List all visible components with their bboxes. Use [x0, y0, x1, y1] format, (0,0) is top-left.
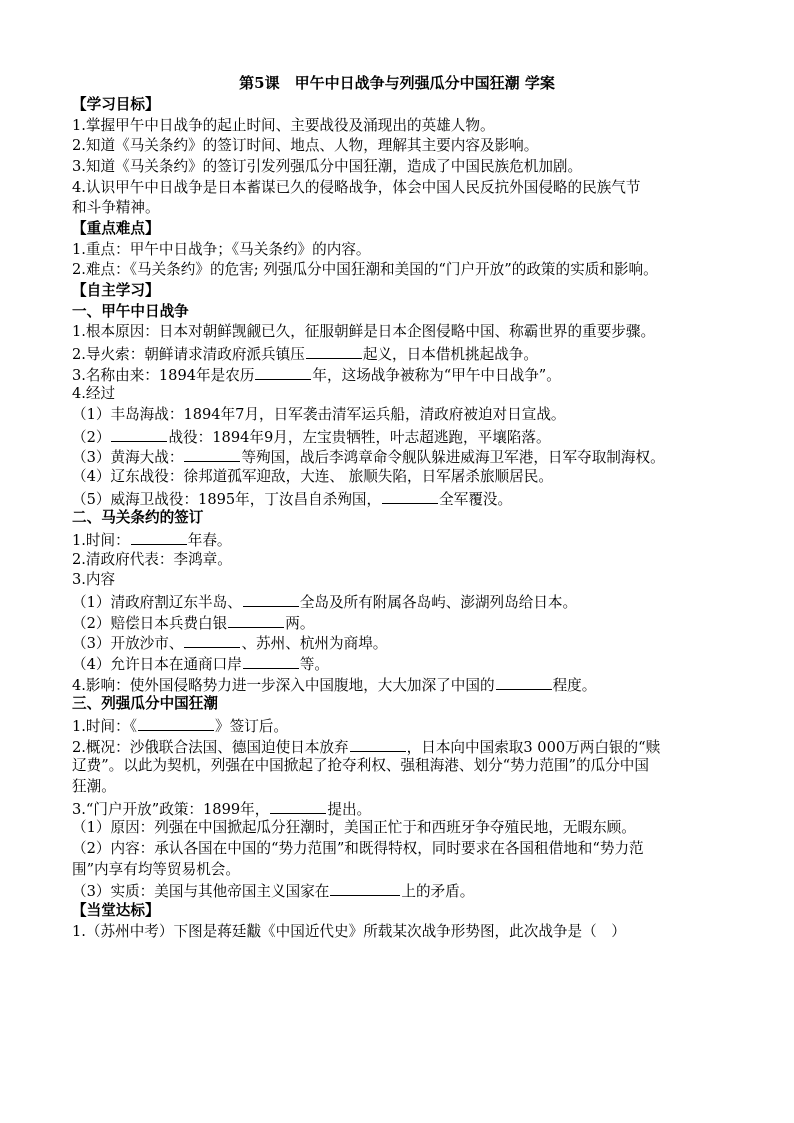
section2-heading: 二、马关条约的签订	[72, 509, 204, 526]
fill-line: 2.概况：沙俄联合法国、德国迫使日本放弃 ，日本向中国索取3 000万两白银的“赎	[72, 736, 660, 756]
text-line: （2）内容：承认各国在中国的“势力范围”和既得特权，同时要求在各国租借地和“势力范	[72, 840, 644, 857]
fill-line: （3）开放沙市、 、苏州、杭州为商埠。	[72, 632, 387, 652]
fill-line: 3.名称由来：1894年是农历 年，这场战争被称为“甲午中日战争”。	[72, 364, 561, 384]
fill-line: （3）黄海大战： 等殉国，战后李鸿章命令舰队躲进威海卫军港，日军夺取制海权。	[72, 446, 665, 466]
answer-blank[interactable]	[243, 591, 299, 607]
fill-line: （2）赔偿日本兵费白银 两。	[72, 612, 314, 632]
objective-item: 2.知道《马关条约》的签订时间、地点、人物，理解其主要内容及影响。	[72, 137, 539, 154]
objective-item: 和斗争精神。	[72, 199, 160, 216]
objective-item: 1.掌握甲午中日战争的起止时间、主要战役及涌现出的英雄人物。	[72, 117, 495, 134]
answer-blank[interactable]	[382, 488, 438, 504]
question-1: 1.（苏州中考）下图是蒋廷黻《中国近代史》所载某次战争形势图，此次战争是（ ）	[72, 923, 626, 940]
answer-blank[interactable]	[330, 880, 400, 896]
text-line: 3.内容	[72, 571, 116, 588]
practice-heading: 【当堂达标】	[72, 902, 160, 919]
answer-blank[interactable]	[255, 364, 311, 380]
section3-heading: 三、列强瓜分中国狂潮	[72, 695, 218, 712]
fill-line: 3.“门户开放”政策：1899年， 提出。	[72, 798, 371, 818]
page-title: 第5课 甲午中日战争与列强瓜分中国狂潮 学案	[239, 74, 555, 92]
answer-blank[interactable]	[111, 426, 167, 442]
answer-blank[interactable]	[184, 632, 240, 648]
answer-blank[interactable]	[184, 446, 240, 462]
objective-item: 3.知道《马关条约》的签订引发列强瓜分中国狂潮，造成了中国民族危机加剧。	[72, 158, 583, 175]
keypoints-heading: 【重点难点】	[72, 220, 160, 237]
text-line: （1）原因：列强在中国掀起瓜分狂潮时，美国正忙于和西班牙争夺殖民地，无暇东顾。	[72, 819, 636, 836]
objective-item: 4.认识甲午中日战争是日本蓄谋已久的侵略战争，体会中国人民反抗外国侵略的民族气节	[72, 179, 641, 196]
keypoint-item: 1.重点：甲午中日战争；《马关条约》的内容。	[72, 241, 371, 258]
text-line: 狂潮。	[72, 778, 116, 795]
text-line: 围”内享有均等贸易机会。	[72, 861, 240, 878]
answer-blank[interactable]	[131, 529, 187, 545]
text-line: （4）辽东战役：徐邦道孤军迎敌，大连、 旅顺失陷，日军屠杀旅顺居民。	[72, 468, 553, 485]
fill-line: （4）允许日本在通商口岸 等。	[72, 653, 329, 673]
objectives-heading: 【学习目标】	[72, 96, 160, 113]
answer-blank[interactable]	[350, 736, 406, 752]
answer-blank[interactable]	[138, 715, 214, 731]
fill-line: 4.影响：使外国侵略势力进一步深入中国腹地，大大加深了中国的 程度。	[72, 674, 596, 694]
text-line: 1.根本原因：日本对朝鲜觊觎已久，征服朝鲜是日本企图侵略中国、称霸世界的重要步骤。	[72, 323, 656, 340]
text-line: 辽费”。以此为契机，列强在中国掀起了抢夺利权、强租海港、划分“势力范围”的瓜分中国	[72, 757, 649, 774]
fill-line: （1）清政府割辽东半岛、 全岛及所有附属各岛屿、澎湖列岛给日本。	[72, 591, 577, 611]
fill-line: 2.导火索：朝鲜请求清政府派兵镇压 起义，日本借机挑起战争。	[72, 343, 538, 363]
fill-line: （5）威海卫战役：1895年，丁汝昌自杀殉国， 全军覆没。	[72, 488, 512, 508]
answer-blank[interactable]	[496, 674, 552, 690]
answer-blank[interactable]	[243, 653, 299, 669]
answer-blank[interactable]	[270, 798, 326, 814]
answer-blank[interactable]	[228, 612, 284, 628]
text-line: （1）丰岛海战：1894年7月，日军袭击清军运兵船，清政府被迫对日宣战。	[72, 406, 566, 423]
fill-line: 1.时间：《 》签订后。	[72, 715, 288, 735]
fill-line: （3）实质：美国与其他帝国主义国家在 上的矛盾。	[72, 880, 474, 900]
keypoint-item: 2.难点：《马关条约》的危害; 列强瓜分中国狂潮和美国的“门户开放”的政策的实质和影响。	[72, 261, 658, 278]
text-line: 4.经过	[72, 385, 116, 402]
text-line: 2.清政府代表：李鸿章。	[72, 551, 232, 568]
fill-line: （2） 战役：1894年9月，左宝贵牺牲，叶志超逃跑，平壤陷落。	[72, 426, 551, 446]
selfstudy-heading: 【自主学习】	[72, 282, 160, 299]
fill-line: 1.时间： 年春。	[72, 529, 232, 549]
section1-heading: 一、甲午中日战争	[72, 303, 189, 320]
answer-blank[interactable]	[306, 343, 362, 359]
